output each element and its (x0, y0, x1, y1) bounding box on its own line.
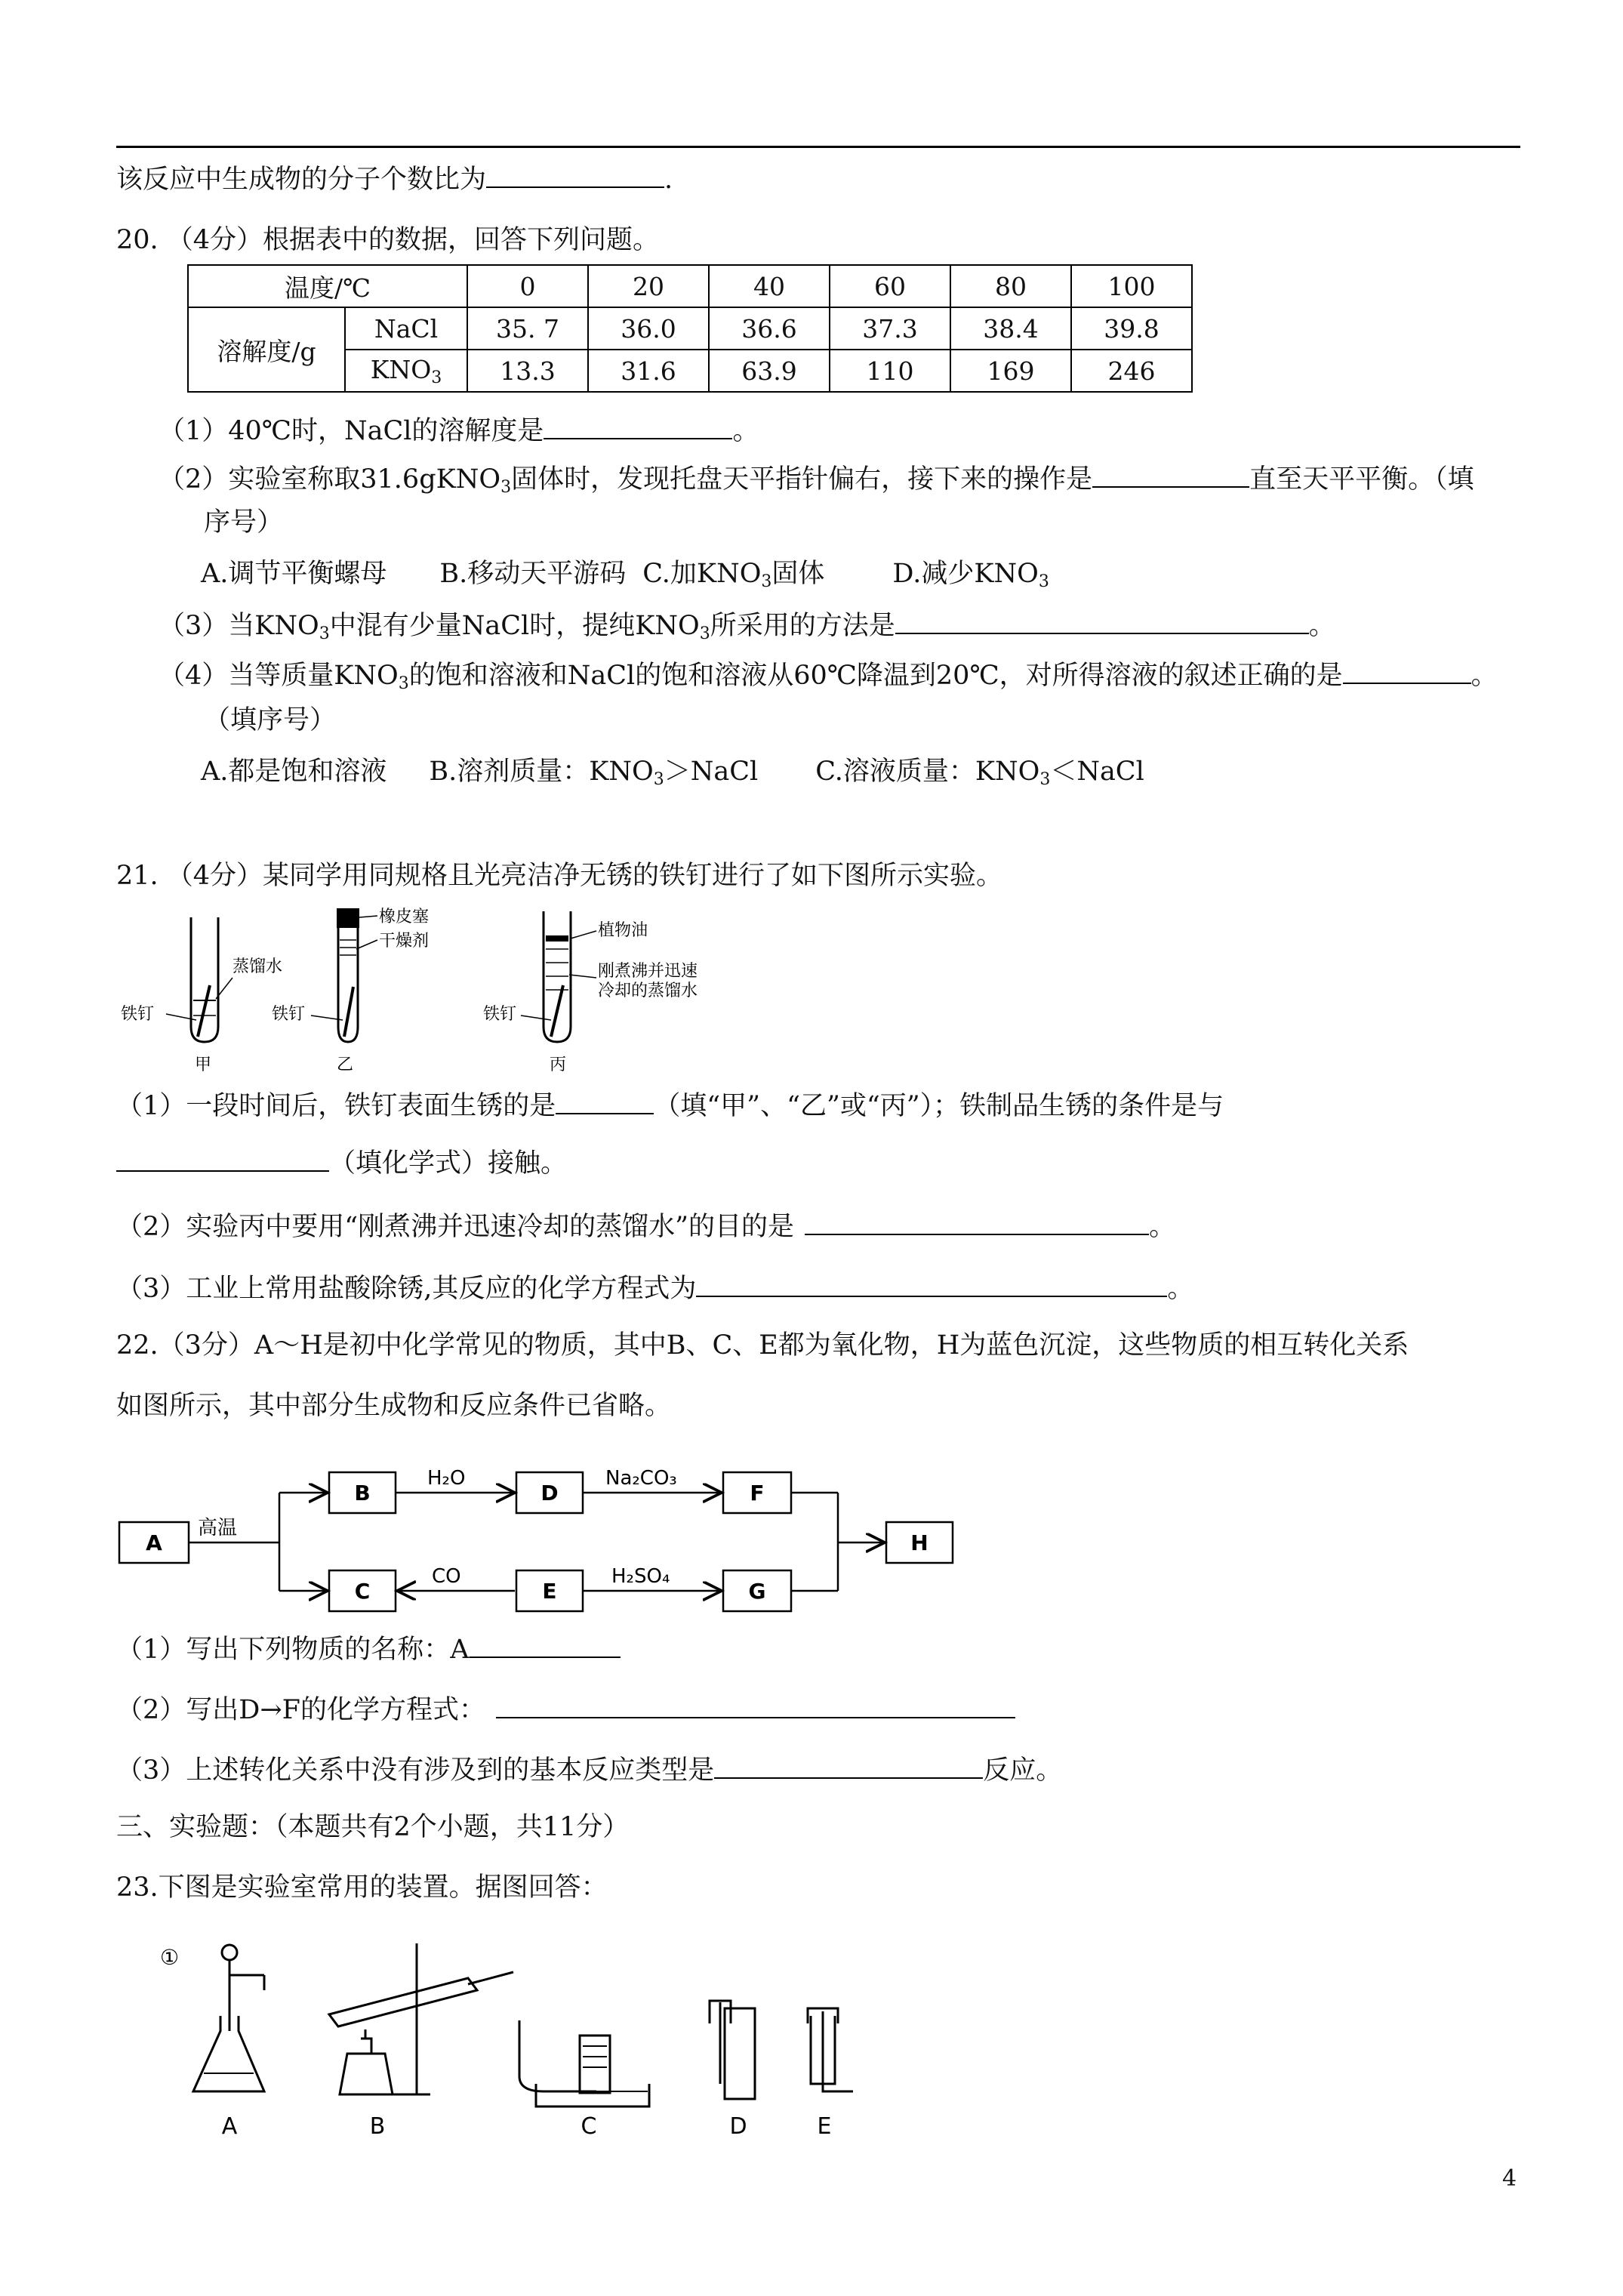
rubber-stopper-shape (337, 908, 359, 928)
apparatus-label-a: A (221, 2113, 238, 2137)
label-na2co3: Na₂CO₃ (605, 1467, 677, 1490)
conversion-flowchart (113, 1450, 959, 1616)
table-cell: 36.6 (709, 307, 830, 350)
rusting-experiment-figure (113, 902, 762, 1076)
label-jia: 甲 (195, 1056, 212, 1074)
top-text: 该反应中生成物的分子个数比为 (116, 165, 487, 195)
q20-p2: （2）实验室称取31.6gKNO$_3$固体时，发现托盘天平指针偏右，接下来的操作是 直至天平平衡。（填 (159, 461, 1474, 504)
table-cell: 246 (1071, 350, 1192, 392)
q20-p3: （3）当$KNO_3$中混有少量NaCl时，提纯$KNO_3$所采用的方法是 。 (159, 607, 1335, 651)
label-gaowen: 高温 (198, 1517, 238, 1539)
table-cell: 31.6 (588, 350, 709, 392)
table-cell: 38.4 (950, 307, 1071, 350)
table-cell: 169 (950, 350, 1071, 392)
tube-jia (121, 917, 282, 1074)
node-b: B (354, 1481, 371, 1505)
label-nail: 铁钉 (121, 1005, 155, 1024)
answer-blank[interactable] (470, 1631, 621, 1658)
temp-cell: 100 (1071, 265, 1192, 307)
apparatus-label-d: D (729, 2113, 747, 2137)
apparatus-b (329, 1943, 513, 2094)
q21-p2: （2）实验丙中要用“刚煮沸并迅速冷却的蒸馏水”的目的是 。 (116, 1208, 1175, 1244)
answer-blank[interactable] (696, 1270, 1167, 1297)
apparatus-label-e: E (817, 2113, 832, 2137)
header-temperature: 温度/℃ (188, 265, 467, 307)
table-cell: 63.9 (709, 350, 830, 392)
solubility-table (187, 264, 1193, 393)
answer-blank[interactable] (556, 1087, 654, 1114)
node-h: H (910, 1530, 929, 1555)
node-e: E (542, 1579, 557, 1604)
q20-p4-options: A.都是饱和溶液 B.溶剂质量：$KNO_3>NaCl$ C.溶液质量：$KNO_3<NaCl$ (201, 757, 1144, 789)
q22-p3: （3）上述转化关系中没有涉及到的基本反应类型是 反应。 (116, 1752, 1062, 1787)
answer-blank[interactable] (805, 1208, 1149, 1235)
row-name-kno3: $KNO_3$ (345, 350, 467, 392)
apparatus-e (808, 2008, 853, 2091)
label-boiled-water-2: 冷却的蒸馏水 (598, 982, 698, 1000)
label-oil: 植物油 (598, 921, 648, 940)
q21-p3: （3）工业上常用盐酸除锈,其反应的化学方程式为 。 (116, 1270, 1193, 1305)
node-f: F (750, 1481, 765, 1505)
q20-title: 20. （4分）根据表中的数据，回答下列问题。 (116, 225, 660, 255)
label-nail: 铁钉 (272, 1005, 306, 1024)
q21-title: 21. （4分）某同学用同规格且光亮洁净无锈的铁钉进行了如下图所示实验。 (116, 861, 1003, 891)
q22-p2: （2）写出D→F的化学方程式： (116, 1691, 1015, 1727)
table-cell: 39.8 (1071, 307, 1192, 350)
lab-apparatus-figure (151, 1933, 921, 2137)
label-desiccant: 干燥剂 (379, 932, 430, 951)
table-cell: 36.0 (588, 307, 709, 350)
apparatus-c (519, 2020, 649, 2106)
node-c: C (354, 1579, 371, 1604)
label-boiled-water-1: 刚煮沸并迅速 (598, 962, 698, 981)
q20-p2-options: A.调节平衡螺母 B.移动天平游码 C.加$KNO_3$固体 D.减少$KNO_3$ (201, 559, 1049, 591)
apparatus-a (193, 1945, 264, 2091)
label-water: 蒸馏水 (233, 957, 283, 976)
temp-cell: 60 (830, 265, 950, 307)
label-yi: 乙 (337, 1056, 354, 1074)
label-h2so4: H₂SO₄ (611, 1565, 670, 1588)
q20-p4: （4）当等质量$KNO_3$的饱和溶液和NaCl的饱和溶液从60℃降温到20℃，对所得溶液的叙述正确的是 。 (159, 657, 1498, 701)
node-g: G (748, 1579, 766, 1604)
answer-blank[interactable] (1092, 461, 1249, 488)
label-nail: 铁钉 (483, 1005, 517, 1024)
apparatus-label-c: C (581, 2113, 597, 2137)
row-name-nacl: NaCl (345, 307, 467, 350)
q22-title-cont: 如图所示，其中部分生成物和反应条件已省略。 (116, 1391, 672, 1421)
table-cell: 35. 7 (467, 307, 588, 350)
q20-p2-cont: 序号） (204, 507, 284, 538)
temp-cell: 0 (467, 265, 588, 307)
top-line: 该反应中生成物的分子个数比为 . (116, 161, 673, 196)
answer-blank[interactable] (714, 1752, 983, 1779)
table-cell: 110 (830, 350, 950, 392)
answer-blank[interactable] (544, 412, 732, 439)
temp-cell: 80 (950, 265, 1071, 307)
answer-blank[interactable] (1343, 657, 1471, 684)
table-cell: 13.3 (467, 350, 588, 392)
apparatus-d (710, 2001, 755, 2099)
node-d: D (540, 1481, 559, 1505)
q23-title: 23.下图是实验室常用的装置。据图回答： (116, 1872, 608, 1903)
q21-p1: （1）一段时间后，铁钉表面生锈的是 （填“甲”、“乙”或“丙”）；铁制品生锈的条件是与 (116, 1087, 1224, 1123)
section-3-heading: 三、实验题：（本题共有2个小题，共11分） (116, 1812, 630, 1842)
label-co: CO (432, 1565, 461, 1588)
q21-p1-cont: （填化学式）接触。 (116, 1145, 567, 1180)
q22-title: 22.（3分）A～H是初中化学常见的物质，其中B、C、E都为氧化物，H为蓝色沉淀，这些物质的相互转化关系 (116, 1330, 1409, 1361)
temp-cell: 40 (709, 265, 830, 307)
tube-yi (272, 908, 429, 1074)
solubility-label: 溶解度/g (188, 307, 345, 392)
tube-bing (483, 911, 698, 1074)
node-a: A (146, 1530, 162, 1555)
answer-blank[interactable] (116, 1145, 329, 1172)
q22-p1: （1）写出下列物质的名称：A (116, 1631, 621, 1666)
q20-p1: （1）40℃时，NaCl的溶解度是 。 (159, 412, 759, 448)
table-cell: 37.3 (830, 307, 950, 350)
answer-blank[interactable] (486, 161, 664, 188)
label-stopper: 橡皮塞 (379, 908, 430, 926)
temp-cell: 20 (588, 265, 709, 307)
circled-one: ① (160, 1945, 180, 1970)
apparatus-label-b: B (369, 2113, 386, 2137)
answer-blank[interactable] (496, 1691, 1015, 1718)
answer-blank[interactable] (895, 607, 1309, 634)
q20-p4-cont: （填序号） (204, 705, 337, 735)
page-number: 4 (1502, 2165, 1517, 2192)
label-bing: 丙 (550, 1056, 567, 1074)
top-rule (116, 146, 1520, 148)
label-h2o: H₂O (427, 1467, 466, 1490)
